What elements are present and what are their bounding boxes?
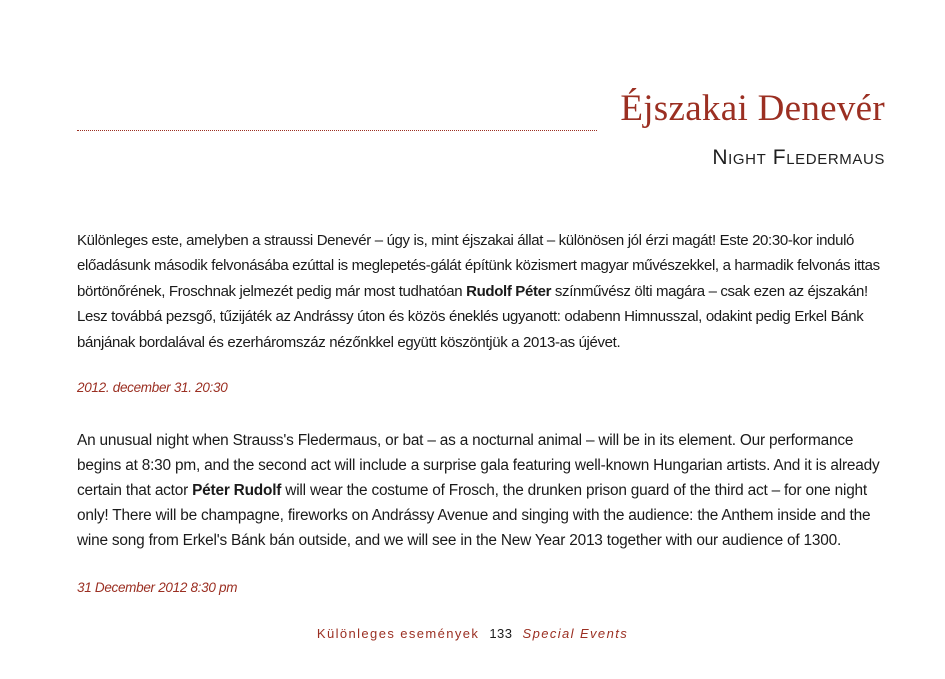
hungarian-actor-name: Rudolf Péter [466,282,552,300]
page-number: 133 [489,626,513,641]
footer-section-hu: Különleges események [316,626,480,641]
hungarian-date: 2012. december 31. 20:30 [77,380,228,395]
hungarian-text-part2: színművész ölti magára – csak ezen az éjszakán! Lesz továbbá pezsgő, tűzijáték az Andrássy úton és közös éneklés ugyanott: odabenn Himnusszal, odakint pedig Erkel Bánk bánjának bordalával és ezerháromszáz nézőnkkel együtt köszöntjük a 2013-as újévet. [77,282,868,351]
english-description [77,428,889,553]
english-text-part1: An unusual night when Strauss's Fledermaus, or bat – as a nocturnal animal – will be in its element. Our performance begins at 8:30 pm, and the second act will include a surprise gala featuring well-known Hungarian artists. And it is already certain that actor [77,432,880,499]
page-subtitle: Night Fledermaus [712,146,885,169]
title-row [77,86,885,134]
page-title: Éjszakai Denevér [620,88,885,129]
english-date: 31 December 2012 8:30 pm [77,580,238,595]
footer-section-en: Special Events [522,626,629,641]
english-actor-name: Péter Rudolf [192,482,282,499]
page-footer [0,626,945,641]
hungarian-description [77,228,889,355]
dotted-rule-divider [77,130,597,131]
english-text-part2: will wear the costume of Frosch, the drunken prison guard of the third act – for one night only! There will be champagne, fireworks on Andrássy Avenue and singing with the audience: the Anthem inside and the wine song from Erkel's Bánk bán outside, and we will see in the New Year 2013 together with our audience of 1300. [77,482,871,549]
hungarian-text-part1: Különleges este, amelyben a straussi Denevér – úgy is, mint éjszakai állat – különösen jól érzi magát! Este 20:30-kor induló előadásunk második felvonásába ezúttal is meglepetés-gálát építünk közismert magyar művészekkel, a harmadik felvonás ittas börtönőrének, Froschnak jelmezét pedig már most tudhatóan [77,232,880,300]
